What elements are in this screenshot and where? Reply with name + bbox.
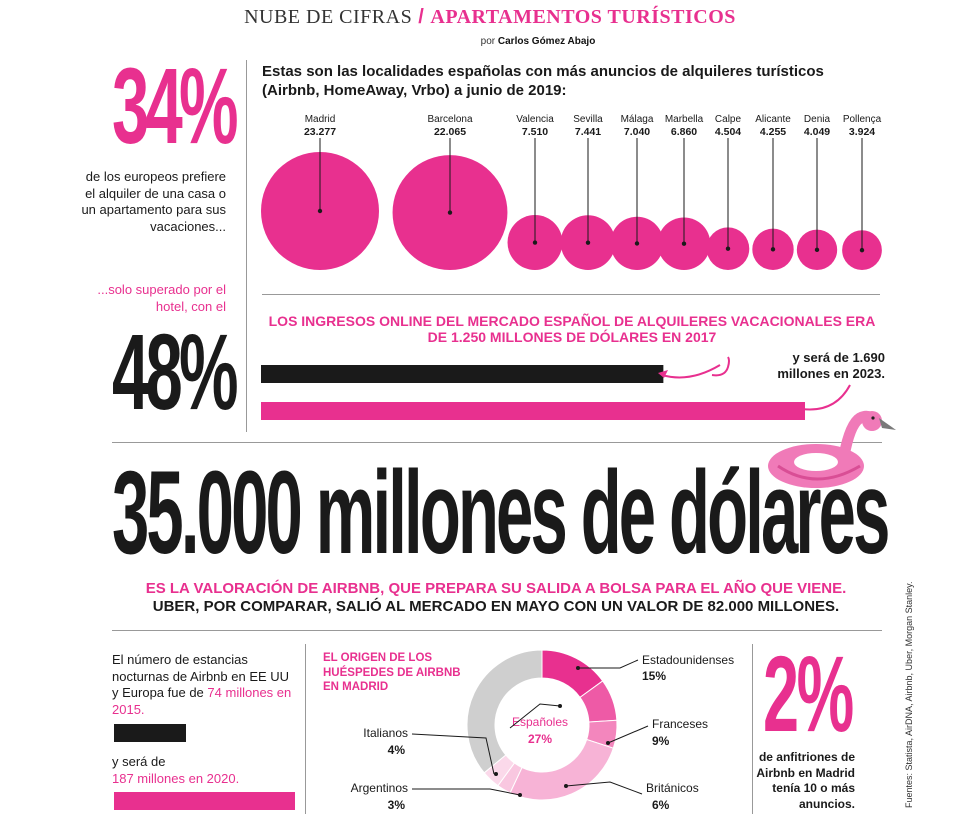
bubble-value-label: 6.860 <box>670 126 698 138</box>
bubble-center-dot <box>448 210 452 214</box>
bubble-value-label: 4.049 <box>803 126 831 138</box>
donut-leader-dot <box>518 793 522 797</box>
divider-vertical <box>752 644 753 814</box>
stays-value-2015: 74 millones en 2015. <box>112 685 292 717</box>
bubble-value-label: 7.040 <box>623 126 651 138</box>
bubble-center-dot <box>815 248 819 252</box>
stays-intro: El número de estancias nocturnas de Airbnb en EE UU y Europa fue de <box>112 652 290 700</box>
bubble-city-label: Calpe <box>714 114 742 125</box>
revenue-bar-2017 <box>261 365 663 383</box>
headline-line-1: ES LA VALORACIÓN DE AIRBNB, QUE PREPARA SU SALIDA A BOLSA PARA EL AÑO QUE VIENE. <box>145 580 847 597</box>
stat-48-text: ...solo superado por el hotel, con el <box>97 282 226 314</box>
bubble-city-label: Madrid <box>304 114 336 125</box>
donut-leader-dot <box>494 772 498 776</box>
bubble-center-dot <box>318 209 322 213</box>
stays-middle: y será de <box>112 754 166 769</box>
bubble-center-dot <box>682 242 686 246</box>
stat-2-text: de anfitriones de Airbnb en Madrid tenía 10 o más anuncios. <box>756 750 855 811</box>
donut-label-value: 3% <box>387 798 405 812</box>
stays-bar-2020 <box>114 792 295 810</box>
donut-label-value: 9% <box>652 734 670 748</box>
page-title <box>0 6 980 29</box>
divider-vertical <box>305 644 306 814</box>
header-separator: / <box>418 6 425 28</box>
bubble-center-dot <box>586 240 590 244</box>
stays-value-2020: 187 millones en 2020. <box>112 770 240 786</box>
bubble-value-label: 3.924 <box>848 126 876 138</box>
bubble-center-dot <box>533 240 537 244</box>
donut-label-name: Italianos <box>363 726 408 740</box>
donut-leader-dot <box>564 784 568 788</box>
bubble-chart <box>250 108 890 288</box>
headline-value: 35.000 millones de dólares <box>112 447 888 579</box>
divider-horizontal <box>112 630 882 631</box>
donut-slice-españoles <box>510 740 613 800</box>
donut-label-name: Estadounidenses <box>642 653 735 667</box>
stays-text-2015 <box>112 652 292 718</box>
header-topic: APARTAMENTOS TURÍSTICOS <box>430 6 736 28</box>
donut-label-value: 4% <box>387 743 405 757</box>
donut-leader-dot <box>606 741 610 745</box>
donut-label-name: Franceses <box>652 717 709 731</box>
donut-label-value: 27% <box>527 732 553 746</box>
stat-34-text: de los europeos prefiere el alquiler de una casa o un apartamento para sus vacaciones... <box>81 169 226 234</box>
bubble-center-dot <box>635 241 639 245</box>
bubble-value-label: 22.065 <box>433 126 467 138</box>
bubble-city-label: Málaga <box>620 114 654 125</box>
bubble-value-label: 4.504 <box>714 126 742 138</box>
stays-text-2020 <box>112 754 292 787</box>
byline-author: Carlos Gómez Abajo <box>497 36 596 47</box>
donut-leader-dot <box>576 666 580 670</box>
bubble-value-label: 7.510 <box>521 126 549 138</box>
donut-label-value: 15% <box>642 669 667 683</box>
curved-arrow-icon <box>712 357 729 375</box>
bubble-chart-title: Estas son las localidades españolas con más anuncios de alquileres turísticos (Airbnb, HomeAway, Vrbo) a junio de 2019: <box>262 63 824 99</box>
donut-label-name: Británicos <box>646 781 699 795</box>
revenue-chart-title: LOS INGRESOS ONLINE DEL MERCADO ESPAÑOL DE ALQUILERES VACACIONALES ERA DE 1.250 MILLONES DE DÓLARES EN 2017 <box>268 313 876 345</box>
bubble-center-dot <box>771 247 775 251</box>
bubble-city-label: Marbella <box>664 114 704 125</box>
stat-48-value: 48% <box>112 311 235 432</box>
curved-arrow-icon <box>662 365 720 377</box>
bubble-city-label: Valencia <box>516 114 554 125</box>
bubble-city-label: Alicante <box>755 114 791 125</box>
donut-leader-dot <box>558 704 562 708</box>
donut-chart-title: EL ORIGEN DE LOS HUÉSPEDES DE AIRBNB EN MADRID <box>323 652 461 693</box>
sources-note: Fuentes: Statista, AirDNA, Airbnb, Uber, Morgan Stanley. <box>904 581 914 808</box>
revenue-bar-2023 <box>261 402 805 420</box>
bubble-city-label: Pollença <box>842 114 882 125</box>
divider-vertical <box>246 60 247 432</box>
donut-label-name: Argentinos <box>350 781 408 795</box>
stays-bar-2015 <box>114 724 186 742</box>
stat-34-value: 34% <box>112 45 235 166</box>
divider-horizontal <box>262 294 880 295</box>
byline-prefix: por <box>480 36 496 47</box>
bubble-center-dot <box>726 247 730 251</box>
bubble-city-label: Barcelona <box>427 114 473 125</box>
donut-label-value: 6% <box>652 798 670 812</box>
bubble-center-dot <box>860 248 864 252</box>
revenue-note: y será de 1.690 millones en 2023. <box>777 350 885 381</box>
donut-label-name: Españoles <box>511 715 569 729</box>
bubble-city-label: Denia <box>803 114 831 125</box>
bubble-value-label: 23.277 <box>303 126 337 138</box>
bubble-value-label: 4.255 <box>759 126 787 138</box>
headline-line-2: UBER, POR COMPARAR, SALIÓ AL MERCADO EN MAYO CON UN VALOR DE 82.000 MILLONES. <box>152 598 840 615</box>
bubble-city-label: Sevilla <box>573 114 603 125</box>
bubble-value-label: 7.441 <box>574 126 602 138</box>
header-kicker: NUBE DE CIFRAS <box>244 6 413 28</box>
stat-2-value: 2% <box>763 633 852 754</box>
